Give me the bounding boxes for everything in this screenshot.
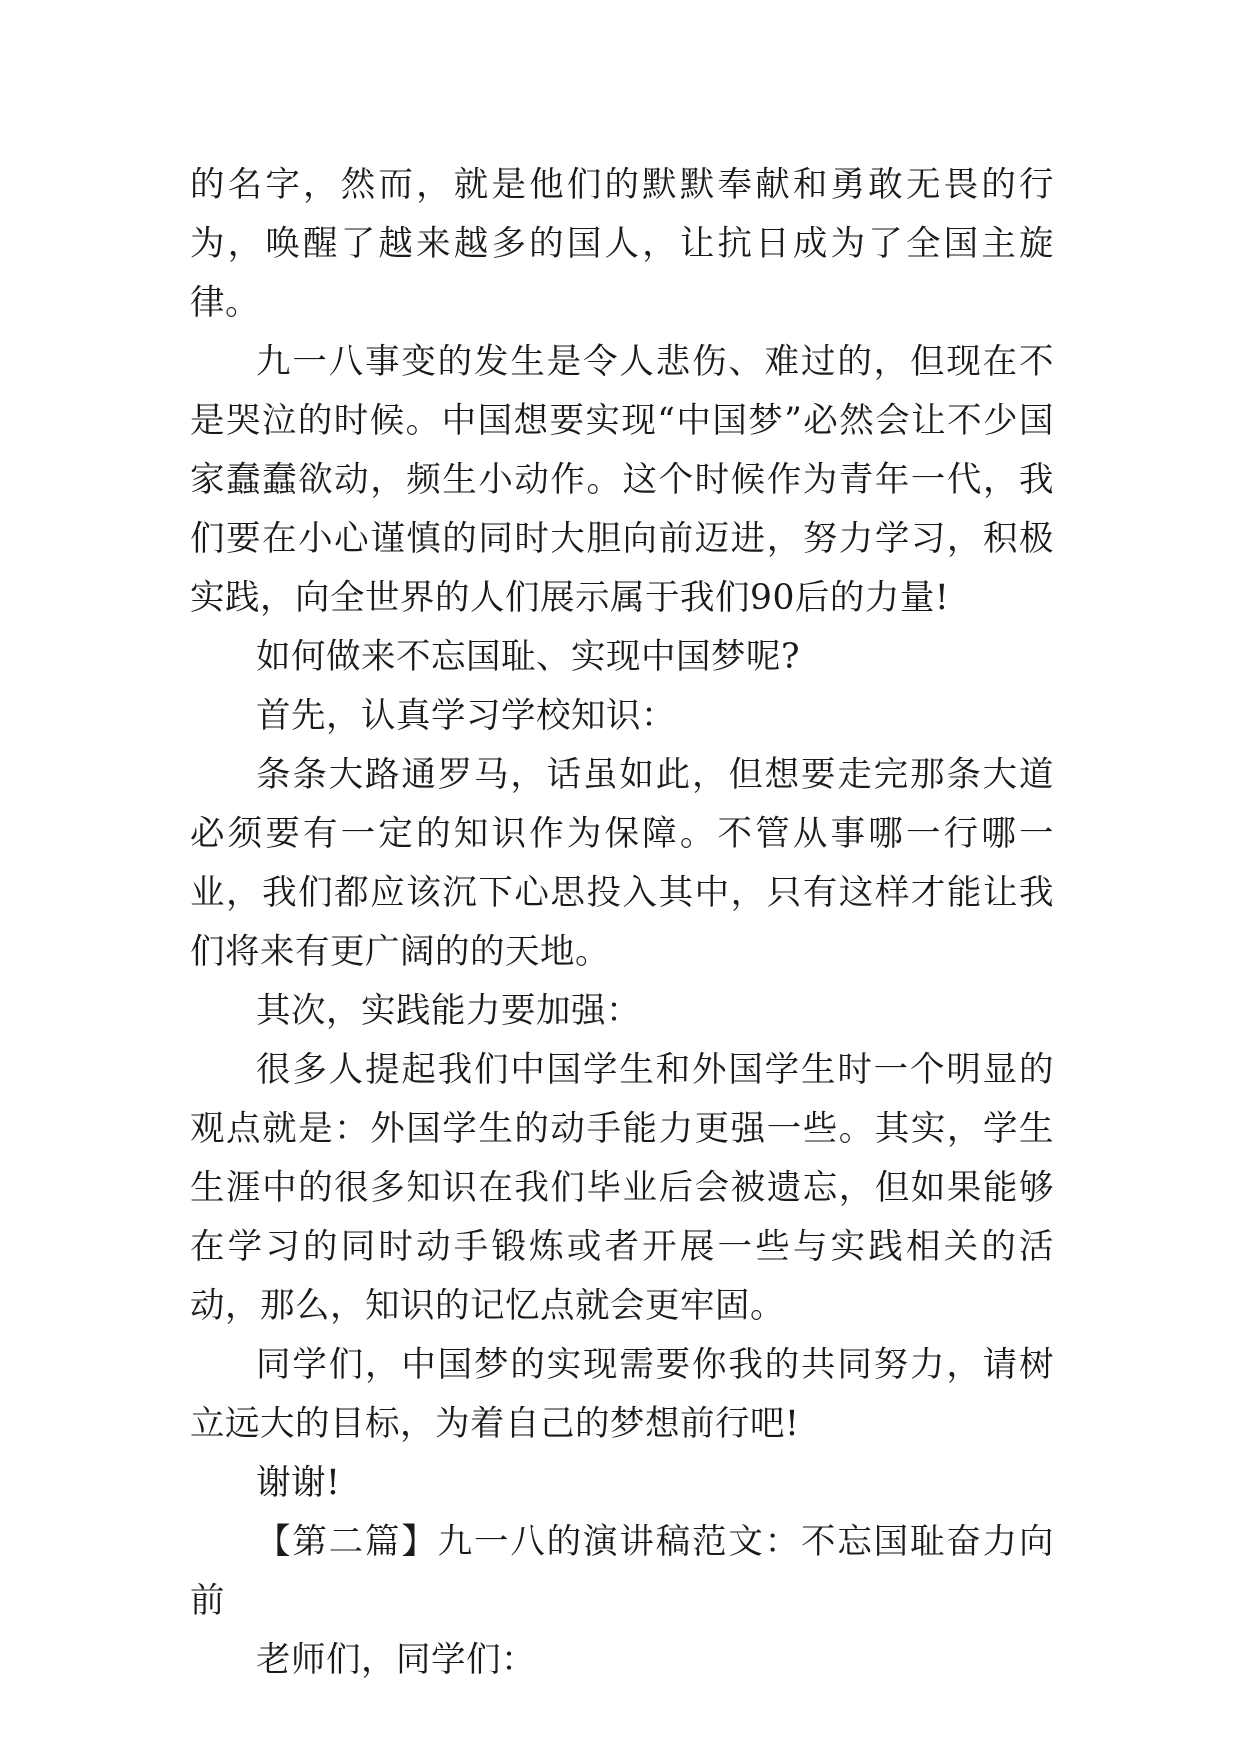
document-body	[190, 156, 1054, 1690]
paragraph-3: 如何做来不忘国耻、实现中国梦呢?	[256, 637, 800, 677]
paragraph-8: 同学们，中国梦的实现需要你我的共同努力，请树立远大的目标，为着自己的梦想前行吧!	[190, 1345, 1054, 1444]
salutation: 老师们，同学们：	[256, 1640, 536, 1680]
section-heading: 【第二篇】九一八的演讲稿范文：不忘国耻奋力向前	[190, 1522, 1054, 1621]
paragraph-7: 很多人提起我们中国学生和外国学生时一个明显的观点就是：外国学生的动手能力更强一些。其实，学生生涯中的很多知识在我们毕业后会被遗忘，但如果能够在学习的同时动手锻炼或者开展一些与实践相关的活动，那么，知识的记忆点就会更牢固。	[190, 1050, 1054, 1326]
paragraph-4: 首先，认真学习学校知识：	[256, 696, 676, 736]
paragraph-5: 条条大路通罗马，话虽如此，但想要走完那条大道必须要有一定的知识作为保障。不管从事哪一行哪一业，我们都应该沉下心思投入其中，只有这样才能让我们将来有更广阔的的天地。	[190, 755, 1054, 972]
paragraph-1: 的名字，然而，就是他们的默默奉献和勇敢无畏的行为，唤醒了越来越多的国人，让抗日成为了全国主旋律。	[190, 165, 1054, 323]
paragraph-6: 其次，实践能力要加强：	[256, 991, 641, 1031]
paragraph-9: 谢谢!	[256, 1463, 341, 1503]
paragraph-2: 九一八事变的发生是令人悲伤、难过的，但现在不是哭泣的时候。中国想要实现“中国梦”必然会让不少国家蠢蠢欲动，频生小动作。这个时候作为青年一代，我们要在小心谨慎的同时大胆向前迈进，努力学习，积极实践，向全世界的人们展示属于我们90后的力量!	[190, 342, 1054, 618]
